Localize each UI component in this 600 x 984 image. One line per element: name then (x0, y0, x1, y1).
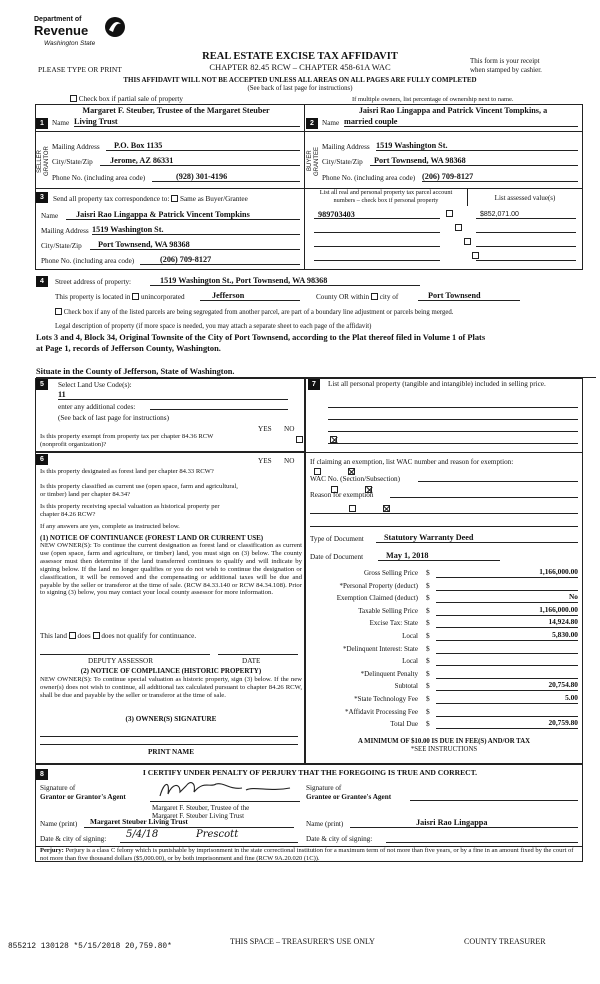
grantee-date-city-field[interactable] (386, 832, 578, 843)
land-does-checkbox[interactable] (69, 632, 76, 639)
street-field[interactable]: 1519 Washington St., Port Townsend, WA 98368 (150, 276, 420, 286)
seller-city-label: City/State/Zip (52, 158, 93, 166)
please-type: PLEASE TYPE OR PRINT (38, 65, 122, 74)
grantor-signing-city: Prescott (196, 829, 239, 840)
parcel-1-personal-checkbox[interactable] (446, 210, 453, 217)
tax-delinquent-penalty-field[interactable] (436, 669, 578, 679)
print-name-label: PRINT NAME (148, 748, 194, 756)
assessor-date-label: DATE (242, 657, 261, 665)
grantor-sig-label-1: Signature of (40, 784, 76, 792)
correspondence-label: Send all property tax correspondence to: (53, 195, 170, 203)
legal-description-2: at Page 1, records of Jefferson County, Washington. (36, 344, 221, 353)
s6-yes-header: YES (258, 457, 272, 465)
land-use-no-header: NO (284, 425, 295, 433)
tax-exempt-dollar: $ (426, 593, 430, 603)
section-7-number: 7 (308, 379, 320, 390)
tax-gross-field[interactable]: 1,166,000.00 (436, 568, 578, 578)
logo-line2: Revenue (34, 23, 89, 38)
parcel-header-1: List all real and personal property tax parcel account (319, 189, 453, 196)
exemption-label: If claiming an exemption, list WAC number and reason for exemption: (310, 458, 514, 466)
tax-taxable-label: Taxable Selling Price (358, 606, 418, 615)
notice-2-title: (2) NOTICE OF COMPLIANCE (HISTORIC PROPERTY) (80, 667, 262, 675)
assessed-field-2[interactable] (476, 224, 576, 233)
grantee-name-print-label: Name (print) (306, 820, 344, 828)
tax-personal-field[interactable] (436, 581, 578, 591)
wac-label: WAC No. (Section/Subsection) (310, 475, 401, 483)
grantor-signature-icon (150, 778, 300, 800)
treasurer-space-label: THIS SPACE – TREASURER'S USE ONLY (230, 937, 375, 946)
segregated-label: Check box if any of the listed parcels are being segregated from another parcel, are part of a boundary line adjustment or parcels being merged. (63, 309, 454, 316)
tax-affidavit-fee-label: *Affidavit Processing Fee (345, 707, 418, 716)
seller-mailing-field[interactable]: P.O. Box 1135 (106, 141, 300, 151)
corr-phone-label: Phone No. (including area code) (41, 257, 135, 265)
tax-local-2-label: Local (402, 657, 418, 666)
buyer-side-label: BUYER GRANTEE (307, 146, 320, 176)
segregated-row (55, 308, 585, 317)
tax-total-dollar: $ (426, 719, 430, 729)
tax-total-label: Total Due (390, 720, 418, 729)
parcel-field-2[interactable] (314, 224, 440, 233)
tax-technology-fee-field[interactable]: 5.00 (436, 694, 578, 704)
land-use-yes-header: YES (258, 425, 272, 433)
corr-city-label: City/State/Zip (41, 242, 82, 250)
notice-2-text: NEW OWNER(S): To continue special valuation as historic property, sign (3) below. If the new owner(s) does not wish to continue, all additional tax calculated pursuant to chapter 84.26 RCW, shall be due and payable by the seller or transferor at the time of sale. (40, 676, 302, 699)
parcel-field-4[interactable] (314, 252, 440, 261)
s6-q1-no-checkbox[interactable] (348, 468, 355, 475)
grantee-sig-label-2: Grantee or Grantee's Agent (306, 793, 392, 801)
same-as-buyer-checkbox[interactable] (171, 195, 178, 202)
within-label: within (350, 293, 370, 301)
tax-total-field[interactable]: 20,759.80 (436, 719, 578, 729)
tax-excise-state-label: Excise Tax: State (369, 619, 418, 628)
grantee-signature-line[interactable] (410, 792, 578, 801)
county-or-label: County OR (316, 293, 349, 301)
tax-local-field[interactable]: 5,830.00 (436, 631, 578, 641)
tax-exempt-field[interactable]: No (436, 593, 578, 603)
legal-description-3: Situate in the County of Jefferson, State of Washington. (36, 367, 596, 378)
s6-question-1: Is this property designated as forest land per chapter 84.33 RCW? (40, 468, 214, 475)
tax-subtotal-dollar: $ (426, 681, 430, 691)
unincorporated-checkbox[interactable] (132, 293, 139, 300)
city-checkbox[interactable] (371, 293, 378, 300)
seller-side-label: SELLER GRANTOR (37, 146, 50, 176)
parcel-field-3[interactable] (314, 238, 440, 247)
warning-text: THIS AFFIDAVIT WILL NOT BE ACCEPTED UNLESS ALL AREAS ON ALL PAGES ARE FULLY COMPLETED (123, 76, 477, 84)
corr-mailing-label: Mailing Address (41, 227, 89, 235)
tax-delinquent-interest-dollar: $ (426, 643, 430, 653)
legal-description-1: Lots 3 and 4, Block 34, Original Townsite of the City of Port Townsend, according to the Plat thereof filed in Volume 1 of Plats (36, 333, 486, 342)
wac-field[interactable] (418, 473, 578, 482)
section-5-number: 5 (36, 379, 48, 390)
assessed-value: $852,071.00 (480, 211, 519, 218)
trustee-note-2: Margaret F. Steuber Living Trust (152, 812, 245, 820)
buyer-name-line1: Jaisri Rao Lingappa and Patrick Vincent Tompkins, a (358, 106, 548, 115)
tax-subtotal-label: Subtotal (394, 682, 418, 691)
correspondence-row (53, 195, 248, 203)
tax-technology-fee-label: *State Technology Fee (354, 695, 418, 703)
s6-question-3: Is this property receiving special valuation as historical property per chapter 84.26 RCW? (40, 503, 220, 518)
s6-q1-yes-checkbox[interactable] (314, 468, 321, 475)
s6-question-2: Is this property classified as current use (open space, farm and agricultural, or timber) land per chapter 84.34? (40, 483, 238, 498)
does-label: does (77, 632, 91, 640)
assessed-field-1[interactable] (476, 210, 576, 219)
buyer-name-label: Name (322, 119, 340, 127)
tax-local-2-dollar: $ (426, 656, 430, 666)
cashier-stamp: 855212 130128 *5/15/2018 20,759.80* (8, 943, 172, 951)
deputy-assessor-label: DEPUTY ASSESSOR (88, 657, 154, 665)
buyer-city-label: City/State/Zip (322, 158, 363, 166)
tax-subtotal-field[interactable]: 20,754.80 (436, 681, 578, 691)
perjury-text: Perjury is a class C felony which is punishable by imprisonment in the state correctional institution for a maximum term of not more than five years, or by a fine in an amount fixed by the court of not more than five thousand dollars ($5,000.00), or by both imprisonment and fine (RCW 9A.20.020 (1C)). (40, 847, 574, 862)
section-6-number: 6 (36, 454, 48, 465)
corr-city-field[interactable]: Port Townsend, WA 98368 (90, 240, 300, 250)
land-use-label: Select Land Use Code(s): (58, 381, 132, 389)
grantor-name-print-field[interactable]: Margaret Steuber Living Trust (84, 818, 294, 828)
personal-property-line-1[interactable] (328, 400, 578, 408)
grantor-name-print-label: Name (print) (40, 820, 78, 828)
tax-local-2-field[interactable] (436, 656, 578, 666)
logo (34, 14, 124, 54)
minimum-due-note: A MINIMUM OF $10.00 IS DUE IN FEE(S) AND/OR TAX (357, 738, 531, 745)
additional-codes-field[interactable] (150, 401, 288, 410)
tax-delinquent-penalty-label: *Delinquent Penalty (360, 669, 418, 678)
tax-affidavit-fee-dollar: $ (426, 706, 430, 716)
trustee-note-1: Margaret F. Steuber, Trustee of the (152, 804, 250, 812)
personal-property-line-4[interactable] (328, 436, 578, 444)
seller-city-field[interactable]: Jerome, AZ 86331 (100, 156, 300, 166)
unincorporated-label: unincorporated (141, 293, 185, 301)
tax-local-dollar: $ (426, 631, 430, 640)
additional-codes-label: enter any additional codes: (58, 403, 136, 411)
land-use-see-back: (See back of last page for instructions) (58, 414, 169, 422)
notice-1-title: (1) NOTICE OF CONTINUANCE (FOREST LAND OR CURRENT USE) (40, 534, 264, 542)
tax-gross-dollar: $ (426, 568, 430, 577)
section-1-2-rule (35, 131, 583, 132)
seller-phone-field[interactable]: (928) 301-4196 (152, 172, 300, 182)
section-3-divider (304, 188, 305, 270)
reason-label: Reason for exemption (310, 491, 374, 499)
perjury-notice (40, 847, 580, 863)
personal-property-line-3[interactable] (328, 424, 578, 432)
notice-1-text: NEW OWNER(S): To continue the current designation as forest land or classification as current use (open space, farm and agriculture, or timber) land, you must sign on (3) below. The county assessor must then determine if the land transferred continues to qualify and will indicate by signing below. If the land no longer qualifies or you do not wish to continue the designation or classification, it will be removed and the compensating or additional taxes will be due and payable by the seller or transferor at the time of sale. (RCW 84.33.140 or RCW 84.34.108). Prior to signing (3) below, you may contact your local county assessor for more information. (40, 542, 302, 597)
assessed-field-3[interactable] (476, 238, 576, 247)
s6-if-yes: If any answers are yes, complete as instructed below. (40, 523, 180, 530)
section-1-number: 1 (36, 118, 48, 129)
tax-affidavit-fee-field[interactable] (436, 707, 578, 717)
grantee-sig-label-1: Signature of (306, 784, 342, 792)
street-label: Street address of property: (55, 278, 132, 286)
assessed-field-4[interactable] (476, 252, 576, 261)
parcel-3-personal-checkbox[interactable] (464, 238, 471, 245)
receipt-note-2: when stamped by cashier. (470, 66, 542, 74)
land-does-not-checkbox[interactable] (93, 632, 100, 639)
partial-sale-label: Check box if partial sale of property (78, 95, 183, 103)
seller-mailing-label: Mailing Address (52, 143, 100, 151)
form-subtitle: CHAPTER 82.45 RCW – CHAPTER 458-61A WAC (209, 62, 391, 72)
reason-field-3[interactable] (310, 518, 578, 527)
form-title: REAL ESTATE EXCISE TAX AFFIDAVIT (202, 51, 398, 62)
tax-local-label: Local (402, 632, 418, 640)
legal-label: Legal description of property (if more space is needed, you may attach a separate sheet to each page of the affidavit) (55, 323, 372, 330)
parcel-2-personal-checkbox[interactable] (455, 224, 462, 231)
section-4-number: 4 (36, 276, 48, 287)
tax-personal-dollar: $ (426, 580, 430, 590)
corr-name-field[interactable]: Jaisri Rao Lingappa & Patrick Vincent Tompkins (66, 210, 300, 220)
reason-field-2[interactable] (310, 505, 578, 514)
seller-name-label: Name (52, 119, 70, 127)
section-divider-vertical (304, 104, 305, 189)
owner-signature-line[interactable] (40, 727, 298, 737)
doc-type-field[interactable]: Statutory Warranty Deed (376, 533, 578, 543)
doc-date-field[interactable]: May 1, 2018 (378, 551, 500, 561)
section-7-rule (305, 452, 583, 453)
reason-field-1[interactable] (390, 489, 578, 498)
owner-signature-label: (3) OWNER(S) SIGNATURE (125, 715, 217, 723)
logo-line3: Washington State (44, 40, 96, 47)
assessor-date-line[interactable] (218, 647, 298, 655)
land-use-code-field[interactable]: 11 (58, 390, 288, 400)
buyer-phone-field[interactable]: (206) 709-8127 (422, 172, 578, 182)
parcel-field-1[interactable] (314, 210, 440, 219)
certify-statement: I CERTIFY UNDER PENALTY OF PERJURY THAT THE FOREGOING IS TRUE AND CORRECT. (142, 768, 478, 777)
parcel-number: 989703403 (318, 210, 355, 219)
doc-type-label: Type of Document (310, 535, 364, 543)
county-or-row (316, 293, 398, 301)
partial-sale-checkbox[interactable] (70, 95, 77, 102)
buyer-phone-label: Phone No. (including area code) (322, 174, 416, 182)
exempt-question: Is this property exempt from property tax per chapter 84.36 RCW (nonprofit organization)? (40, 433, 214, 448)
exempt-yes-checkbox[interactable] (296, 436, 303, 443)
tax-exempt-label: Exemption Claimed (deduct) (336, 594, 418, 603)
grantor-date-city-field[interactable] (120, 829, 298, 843)
buyer-city-field[interactable]: Port Townsend, WA 98368 (370, 156, 578, 166)
section-2-number: 2 (306, 118, 318, 129)
located-label: This property is located in (55, 293, 131, 301)
seller-name-line1: Margaret F. Steuber, Trustee of the Margaret Steuber (82, 106, 270, 115)
section-8-number: 8 (36, 769, 48, 780)
city-field[interactable]: Port Townsend (418, 291, 520, 301)
grantor-signing-date: 5/4/18 (126, 829, 159, 840)
buyer-mailing-label: Mailing Address (322, 143, 370, 151)
tax-taxable-field[interactable]: 1,166,000.00 (436, 606, 578, 616)
city-of-label: city of (379, 293, 399, 301)
corr-mailing-field[interactable]: 1519 Washington St. (92, 225, 300, 235)
personal-property-line-2[interactable] (328, 412, 578, 420)
tax-technology-fee-dollar: $ (426, 694, 430, 703)
doc-date-label: Date of Document (310, 553, 364, 561)
grantee-name-print-field[interactable]: Jaisri Rao Lingappa (350, 818, 578, 828)
section-3-number: 3 (36, 192, 48, 203)
tax-excise-state-dollar: $ (426, 618, 430, 628)
land-qualify-row (40, 632, 196, 640)
grantor-signature-line[interactable] (150, 788, 300, 802)
print-name-line[interactable] (40, 737, 298, 745)
assessed-header: List assessed value(s) (494, 194, 556, 202)
seller-phone-label: Phone No. (including area code) (52, 174, 146, 182)
tax-taxable-dollar: $ (426, 605, 430, 615)
segregated-checkbox[interactable] (55, 308, 62, 315)
logo-line1: Department of (34, 16, 82, 23)
deputy-assessor-line[interactable] (40, 647, 210, 655)
does-not-label: does not qualify for continuance. (101, 632, 197, 640)
county-field[interactable]: Jefferson (200, 291, 300, 301)
seller-name-line2[interactable]: Living Trust (74, 117, 300, 127)
tax-delinquent-interest-label: *Delinquent Interest: State (342, 644, 418, 653)
grantor-date-city-label: Date & city of signing: (40, 835, 107, 843)
tax-delinquent-penalty-dollar: $ (426, 668, 430, 678)
same-as-buyer-label: Same as Buyer/Grantee (179, 195, 248, 203)
corr-phone-field[interactable]: (206) 709-8127 (140, 255, 300, 265)
tax-delinquent-interest-field[interactable] (436, 644, 578, 654)
see-instructions-note: *SEE INSTRUCTIONS (410, 746, 478, 753)
personal-property-label: List all personal property (tangible and intangible) included in selling price. (328, 380, 546, 388)
tax-gross-label: Gross Selling Price (363, 569, 418, 577)
partial-sale-row (70, 95, 183, 103)
perjury-label: Perjury: (40, 847, 64, 854)
receipt-note-1: This form is your receipt (470, 57, 540, 65)
land-label: This land (40, 632, 67, 640)
multiple-owners-note: If multiple owners, list percentage of ownership next to name. (352, 96, 514, 103)
tax-excise-state-field[interactable]: 14,924.80 (436, 618, 578, 628)
logo-emblem-icon (104, 14, 126, 40)
corr-name-label: Name (41, 212, 59, 220)
grantee-date-city-label: Date & city of signing: (306, 835, 373, 843)
s6-no-header: NO (284, 457, 295, 465)
buyer-name-line2[interactable]: married couple (344, 117, 578, 127)
county-treasurer-label: COUNTY TREASURER (464, 937, 546, 946)
grantor-sig-label-2: Grantor or Grantor's Agent (40, 793, 126, 801)
tax-personal-label: *Personal Property (deduct) (339, 581, 418, 590)
parcel-header-2: numbers – check box if personal property (333, 197, 439, 204)
buyer-mailing-field[interactable]: 1519 Washington St. (376, 141, 578, 151)
see-back-text: (See back of last page for instructions) (247, 85, 353, 92)
